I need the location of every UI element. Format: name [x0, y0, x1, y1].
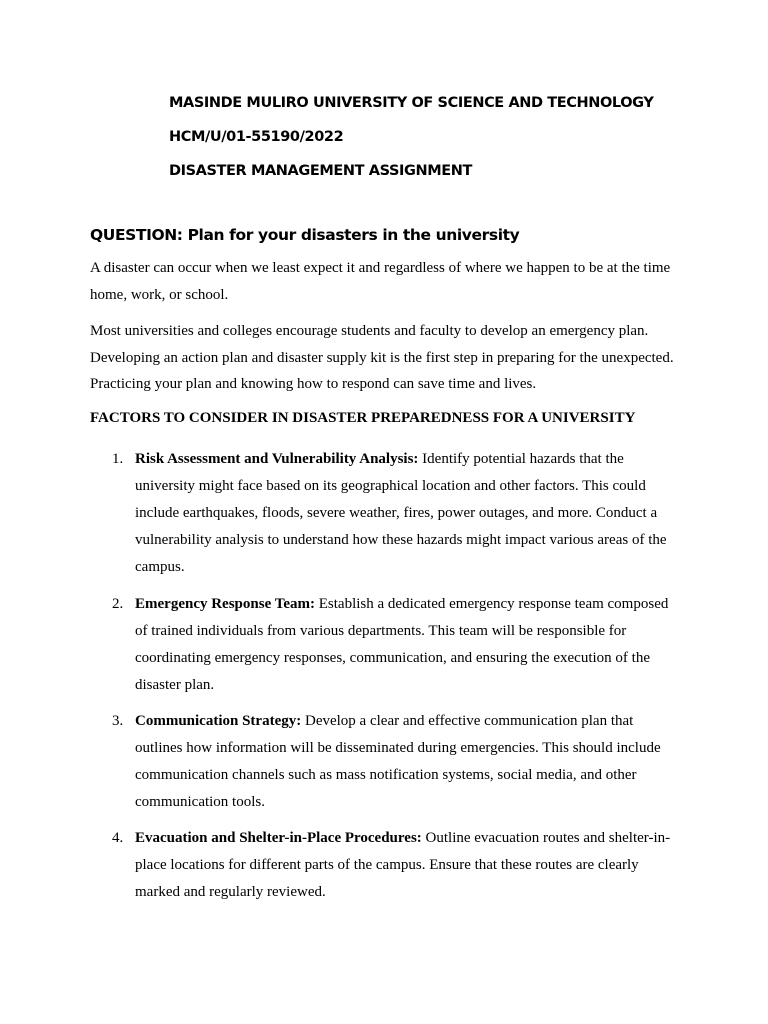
paragraph-text: Most universities and colleges encourage students and faculty to develop an emergency plan. Developing an action plan and disaster supply kit is the first step in preparing for the unexpected. Practicing your plan and knowing how to respond can save time and lives.	[90, 323, 674, 393]
list-item	[90, 591, 690, 699]
list-item-body	[135, 825, 680, 906]
list-item-text: Establish a dedicated emergency response team composed of trained individuals from various departments. This team will be responsible for coordinating emergency responses, communication, and ensuring the execution of the disaster plan.	[135, 596, 669, 693]
emergency-plan-paragraph	[90, 318, 690, 398]
list-item-text: Outline evacuation routes and shelter-in-place locations for different parts of the campus. Ensure that these routes are clearly marked and regularly reviewed.	[135, 830, 671, 900]
list-item-text: Develop a clear and effective communication plan that outlines how information will be disseminated during emergencies. This should include communication channels such as mass notification systems, social media, and other communication tools.	[135, 713, 661, 810]
list-number: 2.	[112, 596, 124, 612]
intro-paragraph	[90, 255, 690, 308]
list-item-title: Evacuation and Shelter-in-Place Procedures:	[135, 830, 422, 846]
student-id: HCM/U/01-55190/2022	[169, 129, 344, 145]
list-item-title: Risk Assessment and Vulnerability Analysis:	[135, 451, 419, 467]
assignment-title: DISASTER MANAGEMENT ASSIGNMENT	[169, 163, 473, 179]
university-name: MASINDE MULIRO UNIVERSITY OF SCIENCE AND TECHNOLOGY	[169, 95, 654, 111]
list-item-body	[135, 591, 680, 699]
list-item-body	[135, 446, 680, 581]
list-number: 3.	[112, 713, 124, 729]
list-item-title: Emergency Response Team:	[135, 596, 315, 612]
paragraph-text: A disaster can occur when we least expect it and regardless of where we happen to be at the time home, work, or school.	[90, 260, 671, 303]
factors-heading: FACTORS TO CONSIDER IN DISASTER PREPAREDNESS FOR A UNIVERSITY	[90, 410, 636, 426]
list-item	[90, 825, 690, 906]
list-number: 4.	[112, 830, 124, 846]
list-item-body	[135, 708, 680, 816]
list-item-text: Identify potential hazards that the university might face based on its geographical location and other factors. This could include earthquakes, floods, severe weather, fires, power outages, and more. Conduct a vulnerability analysis to understand how these hazards might impact various areas of the campus.	[135, 451, 667, 575]
list-item	[90, 708, 690, 816]
list-item-title: Communication Strategy:	[135, 713, 302, 729]
list-item	[90, 446, 690, 581]
question-heading: QUESTION: Plan for your disasters in the university	[90, 226, 520, 244]
list-number: 1.	[112, 451, 124, 467]
